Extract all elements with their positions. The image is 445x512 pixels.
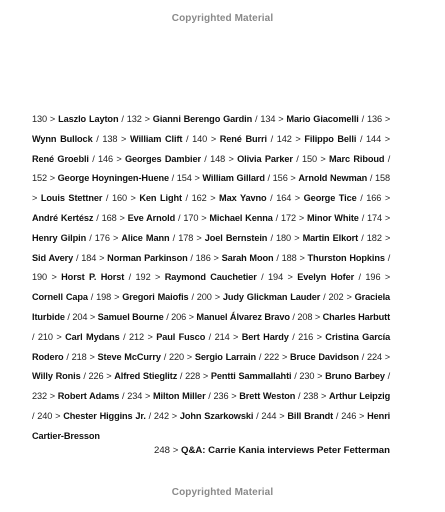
entry-separator: /	[323, 292, 326, 303]
entry-separator: /	[171, 173, 175, 184]
index-entry	[281, 213, 359, 223]
entry-arrow: >	[144, 391, 151, 402]
entry-separator: /	[387, 371, 391, 382]
entry-photographer-name: Arthur Leipzig	[329, 391, 391, 402]
index-entry	[282, 253, 385, 263]
entry-photographer-name: René Groebli	[32, 153, 89, 164]
entry-separator: /	[191, 292, 194, 303]
entry-photographer-name: Henri Cartier-Bresson	[32, 410, 391, 441]
entry-photographer-name: Alice Mann	[121, 232, 170, 243]
entry-photographer-name: Judy Glickman Lauder	[222, 292, 321, 303]
qa-page-number: 248	[154, 445, 171, 456]
entry-photographer-name: Gregori Maiofis	[122, 292, 189, 303]
entry-separator: /	[178, 212, 181, 223]
entry-page-number: 230	[299, 371, 315, 382]
entry-page-number: 180	[276, 232, 292, 243]
entry-arrow: >	[99, 252, 105, 263]
entry-separator: /	[292, 311, 295, 322]
entry-arrow: >	[55, 410, 61, 421]
entry-page-number: 178	[178, 232, 194, 243]
index-entry	[276, 233, 358, 243]
entry-arrow: >	[89, 351, 95, 362]
entry-arrow: >	[116, 153, 122, 164]
entry-page-number: 152	[32, 173, 48, 184]
index-entry	[127, 114, 252, 124]
entry-separator: /	[256, 410, 259, 421]
entry-arrow: >	[114, 292, 120, 303]
entry-photographer-name: Martin Elkort	[302, 232, 359, 243]
index-entry	[129, 332, 205, 342]
entry-photographer-name: Brett Weston	[239, 391, 296, 402]
entry-separator: /	[83, 371, 86, 382]
entry-separator: /	[358, 272, 361, 283]
entry-separator: /	[267, 173, 270, 184]
entry-page-number: 172	[280, 212, 296, 223]
entry-arrow: >	[214, 292, 220, 303]
entry-separator: /	[179, 371, 183, 382]
entry-separator: /	[172, 232, 176, 243]
entry-arrow: >	[294, 193, 301, 204]
entry-separator: /	[261, 272, 264, 283]
entry-page-number: 138	[102, 133, 118, 144]
index-entry	[102, 213, 176, 223]
entry-separator: /	[360, 193, 363, 204]
entry-photographer-name: Filippo Belli	[304, 133, 357, 144]
entry-arrow: >	[287, 272, 293, 283]
entry-arrow: >	[298, 212, 305, 223]
entry-page-number: 140	[192, 133, 208, 144]
entry-photographer-name: Evelyn Hofer	[297, 272, 355, 283]
index-entry	[277, 134, 357, 144]
qa-arrow: >	[172, 445, 179, 456]
entry-page-number: 238	[303, 391, 319, 402]
entry-photographer-name: Samuel Bourne	[97, 311, 164, 322]
copyright-watermark-top: Copyrighted Material	[171, 13, 274, 24]
entry-arrow: >	[194, 173, 200, 184]
entry-arrow: >	[186, 351, 193, 362]
entry-photographer-name: Willy Ronis	[32, 371, 81, 382]
entry-arrow: >	[49, 391, 56, 402]
entry-separator: /	[123, 331, 126, 342]
entry-page-number: 136	[367, 114, 383, 124]
entry-arrow: >	[106, 371, 112, 382]
entry-arrow: >	[281, 351, 288, 362]
entry-photographer-name: André Kertész	[32, 212, 94, 223]
entry-separator: /	[361, 351, 365, 362]
entry-arrow: >	[196, 232, 202, 243]
entry-separator: /	[163, 351, 167, 362]
entry-photographer-name: Joel Bernstein	[204, 232, 268, 243]
index-entry	[215, 332, 289, 342]
entry-arrow: >	[290, 173, 296, 184]
index-entry	[196, 253, 274, 263]
entry-separator: /	[208, 391, 211, 402]
index-entry	[299, 371, 385, 381]
index-entry	[261, 411, 333, 421]
entry-separator: /	[89, 232, 92, 243]
entry-arrow: >	[119, 212, 125, 223]
entry-arrow: >	[155, 272, 161, 283]
entry-page-number: 142	[276, 133, 292, 144]
index-entry	[185, 371, 291, 381]
entry-page-number: 168	[101, 212, 117, 223]
entry-separator: /	[32, 410, 35, 421]
entry-page-number: 198	[96, 292, 112, 303]
entry-page-number: 214	[214, 331, 230, 342]
entry-photographer-name: Sergio Larrain	[194, 351, 257, 362]
entry-page-number: 130	[32, 114, 48, 124]
entry-page-number: 182	[366, 232, 382, 243]
entry-page-number: 236	[213, 391, 229, 402]
index-entry	[37, 411, 146, 421]
index-entry	[102, 134, 182, 144]
entry-photographer-name: Arnold Newman	[298, 173, 368, 184]
entry-page-number: 204	[72, 311, 88, 322]
entry-photographer-name: Graciela Iturbide	[32, 292, 391, 322]
index-entry	[88, 371, 177, 381]
entry-photographer-name: Raymond Cauchetier	[164, 272, 257, 283]
entry-page-number: 188	[281, 252, 297, 263]
entry-separator: /	[92, 153, 95, 164]
index-entry	[169, 352, 256, 362]
index-entry	[136, 272, 257, 282]
entry-page-number: 226	[88, 371, 104, 382]
entry-page-number: 160	[111, 193, 127, 204]
index-entry	[32, 173, 169, 183]
entry-photographer-name: Thurston Hopkins	[307, 252, 385, 263]
entry-separator: /	[270, 232, 273, 243]
entry-separator: /	[96, 133, 99, 144]
entry-page-number: 186	[195, 252, 211, 263]
entry-page-number: 156	[272, 173, 288, 184]
index-entry	[192, 193, 267, 203]
entry-photographer-name: Steve McCurry	[97, 351, 161, 362]
entry-arrow: >	[228, 153, 234, 164]
entry-photographer-name: Charles Harbutt	[322, 311, 391, 322]
entry-page-number: 228	[185, 371, 201, 382]
entry-separator: /	[254, 114, 258, 124]
entry-page-number: 192	[135, 272, 151, 283]
entry-page-number: 184	[81, 252, 97, 263]
entry-arrow: >	[384, 193, 391, 204]
entry-arrow: >	[384, 133, 390, 144]
entry-page-number: 234	[127, 391, 143, 402]
index-entry	[81, 253, 187, 263]
entry-arrow: >	[316, 331, 322, 342]
entry-separator: /	[387, 153, 391, 164]
entry-arrow: >	[384, 114, 391, 124]
entry-separator: /	[190, 252, 193, 263]
index-entry	[178, 233, 267, 243]
entry-page-number: 246	[341, 410, 357, 421]
entry-arrow: >	[121, 133, 127, 144]
entry-photographer-name: John Szarkowski	[179, 410, 254, 421]
entry-photographer-name: Carl Mydans	[65, 331, 120, 342]
entry-separator: /	[387, 252, 391, 263]
entry-page-number: 158	[374, 173, 390, 184]
entry-photographer-name: Bruno Barbey	[325, 371, 385, 382]
entry-page-number: 200	[196, 292, 212, 303]
entry-arrow: >	[317, 371, 323, 382]
entry-separator: /	[298, 391, 301, 402]
entry-photographer-name: Bert Hardy	[241, 331, 289, 342]
entry-separator: /	[296, 153, 299, 164]
entry-arrow: >	[295, 133, 301, 144]
index-entry	[98, 154, 201, 164]
index-entry	[38, 332, 120, 342]
photographer-index	[32, 110, 390, 447]
index-entry	[192, 134, 267, 144]
copyright-watermark-bottom: Copyrighted Material	[171, 487, 274, 498]
entry-separator: /	[270, 133, 274, 144]
entry-arrow: >	[384, 351, 391, 362]
entry-page-number: 212	[129, 331, 145, 342]
entry-arrow: >	[384, 272, 391, 283]
entry-separator: /	[166, 311, 169, 322]
entry-page-number: 196	[365, 272, 381, 283]
entry-arrow: >	[278, 114, 284, 124]
entry-page-number: 202	[328, 292, 344, 303]
entry-photographer-name: Paul Fusco	[156, 331, 206, 342]
entry-separator: /	[208, 331, 212, 342]
index-entry	[273, 173, 368, 183]
index-entry	[72, 352, 161, 362]
entry-arrow: >	[51, 272, 57, 283]
qa-title: Q&A: Carrie Kania interviews Peter Fetterman	[180, 445, 390, 456]
index-entry	[96, 292, 188, 302]
entry-separator: /	[105, 193, 109, 204]
entry-arrow: >	[147, 331, 153, 342]
entry-separator: /	[335, 410, 339, 421]
index-entry	[32, 114, 118, 124]
entry-photographer-name: George Hoyningen-Huene	[57, 173, 169, 184]
entry-separator: /	[359, 133, 363, 144]
index-entry	[264, 352, 359, 362]
entry-page-number: 190	[32, 272, 48, 283]
entry-photographer-name: Eve Arnold	[127, 212, 176, 223]
entry-page-number: 242	[153, 410, 169, 421]
entry-photographer-name: William Gillard	[202, 173, 265, 184]
entry-arrow: >	[320, 153, 326, 164]
entry-separator: /	[66, 351, 69, 362]
entry-arrow: >	[231, 391, 237, 402]
index-entry	[213, 391, 295, 401]
entry-page-number: 210	[37, 331, 53, 342]
index-entry	[260, 114, 358, 124]
entry-page-number: 150	[301, 153, 318, 164]
index-entry	[177, 173, 265, 183]
entry-arrow: >	[56, 331, 62, 342]
entry-page-number: 164	[276, 193, 292, 204]
entry-page-number: 208	[297, 311, 313, 322]
index-entry	[171, 312, 290, 322]
entry-page-number: 244	[261, 410, 277, 421]
entry-page-number: 240	[37, 410, 53, 421]
entry-arrow: >	[210, 193, 216, 204]
entry-arrow: >	[279, 410, 285, 421]
entry-photographer-name: Mario Giacomelli	[286, 114, 359, 124]
entry-photographer-name: Minor White	[306, 212, 359, 223]
entry-photographer-name: Cristina García Rodero	[32, 331, 391, 362]
index-entry	[183, 213, 272, 223]
entry-page-number: 224	[366, 351, 382, 362]
index-entry	[303, 391, 390, 401]
entry-separator: /	[204, 153, 207, 164]
entry-separator: /	[121, 114, 124, 124]
entry-arrow: >	[201, 212, 207, 223]
entry-photographer-name: Alfred Stieglitz	[114, 371, 178, 382]
index-entry	[32, 391, 119, 401]
index-entry	[302, 154, 384, 164]
entry-separator: /	[361, 212, 365, 223]
index-entry	[210, 154, 293, 164]
entry-arrow: >	[49, 173, 55, 184]
entry-separator: /	[270, 193, 273, 204]
entry-separator: /	[275, 212, 279, 223]
entry-page-number: 134	[260, 114, 276, 124]
entry-page-number: 206	[171, 311, 187, 322]
entry-arrow: >	[188, 311, 194, 322]
entry-page-number: 170	[183, 212, 199, 223]
entry-separator: /	[67, 311, 70, 322]
index-entry	[112, 193, 182, 203]
index-entry	[127, 391, 205, 401]
entry-page-number: 132	[126, 114, 142, 124]
entry-photographer-name: Michael Kenna	[209, 212, 273, 223]
entry-arrow: >	[89, 311, 96, 322]
entry-page-number: 232	[32, 391, 48, 402]
entry-arrow: >	[359, 410, 365, 421]
entry-arrow: >	[384, 212, 391, 223]
entry-photographer-name: Robert Adams	[57, 391, 120, 402]
entry-separator: /	[292, 331, 295, 342]
entry-arrow: >	[314, 311, 321, 322]
index-entry	[32, 272, 124, 282]
entry-photographer-name: Chester Higgins Jr.	[63, 410, 146, 421]
entry-page-number: 218	[71, 351, 87, 362]
entry-separator: /	[32, 331, 35, 342]
index-entry	[268, 272, 354, 282]
entry-arrow: >	[210, 133, 217, 144]
entry-photographer-name: Wynn Bullock	[32, 133, 93, 144]
entry-photographer-name: Laszlo Layton	[58, 114, 119, 124]
entry-separator: /	[128, 272, 132, 283]
entry-arrow: >	[49, 114, 56, 124]
entry-separator: /	[369, 173, 373, 184]
entry-photographer-name: René Burri	[219, 133, 267, 144]
entry-photographer-name: Cornell Capa	[32, 292, 88, 303]
entry-separator: /	[361, 114, 365, 124]
entry-arrow: >	[32, 193, 38, 204]
index-entry	[72, 312, 163, 322]
entry-page-number: 154	[176, 173, 192, 184]
entry-photographer-name: William Clift	[129, 133, 183, 144]
entry-page-number: 216	[298, 331, 314, 342]
entry-photographer-name: Henry Gilpin	[32, 232, 87, 243]
entry-photographer-name: Georges Dambier	[124, 153, 201, 164]
entry-arrow: >	[321, 391, 327, 402]
entry-separator: /	[258, 351, 262, 362]
entry-photographer-name: Pentti Sammallahti	[210, 371, 292, 382]
entry-arrow: >	[384, 232, 391, 243]
entry-arrow: >	[346, 292, 352, 303]
entry-page-number: 146	[98, 153, 114, 164]
entry-photographer-name: Ken Light	[139, 193, 182, 204]
entry-photographer-name: Bruce Davidson	[290, 351, 359, 362]
entry-separator: /	[186, 133, 189, 144]
index-entry	[154, 411, 253, 421]
entry-arrow: >	[213, 252, 219, 263]
entry-arrow: >	[233, 331, 239, 342]
index-entry	[297, 312, 390, 322]
entry-photographer-name: Sarah Moon	[221, 252, 274, 263]
entry-separator: /	[122, 391, 125, 402]
entry-separator: /	[361, 232, 364, 243]
entry-separator: /	[148, 410, 152, 421]
entry-page-number: 222	[264, 351, 280, 362]
entry-page-number: 162	[191, 193, 207, 204]
entry-arrow: >	[202, 371, 209, 382]
entry-separator: /	[90, 292, 94, 303]
entry-page-number: 174	[367, 212, 383, 223]
entry-page-number: 220	[168, 351, 184, 362]
entry-photographer-name: Marc Riboud	[328, 153, 385, 164]
index-entry	[197, 292, 321, 302]
entry-separator: /	[294, 371, 297, 382]
entry-arrow: >	[294, 232, 300, 243]
entry-photographer-name: Max Yavno	[219, 193, 267, 204]
entry-separator: /	[75, 252, 79, 263]
entry-photographer-name: Sid Avery	[32, 252, 74, 263]
entry-photographer-name: Milton Miller	[152, 391, 206, 402]
entry-page-number: 144	[366, 133, 382, 144]
entry-photographer-name: Horst P. Horst	[61, 272, 125, 283]
entry-arrow: >	[171, 410, 178, 421]
entry-separator: /	[276, 252, 279, 263]
entry-arrow: >	[299, 252, 305, 263]
entry-separator: /	[96, 212, 99, 223]
entry-page-number: 148	[210, 153, 226, 164]
entry-separator: /	[185, 193, 188, 204]
entry-photographer-name: Bill Brandt	[287, 410, 334, 421]
index-entry	[276, 193, 356, 203]
entry-photographer-name: Louis Stettner	[40, 193, 103, 204]
entry-page-number: 176	[94, 232, 110, 243]
entry-page-number: 194	[268, 272, 284, 283]
entry-arrow: >	[144, 114, 150, 124]
qa-entry	[154, 445, 390, 456]
entry-photographer-name: George Tice	[303, 193, 357, 204]
entry-photographer-name: Olivia Parker	[237, 153, 293, 164]
entry-photographer-name: Gianni Berengo Gardin	[152, 114, 253, 124]
entry-photographer-name: Norman Parkinson	[107, 252, 188, 263]
entry-arrow: >	[112, 232, 119, 243]
entry-photographer-name: Manuel Álvarez Bravo	[196, 311, 290, 322]
entry-page-number: 166	[366, 193, 382, 204]
index-entry	[95, 233, 170, 243]
entry-arrow: >	[130, 193, 136, 204]
